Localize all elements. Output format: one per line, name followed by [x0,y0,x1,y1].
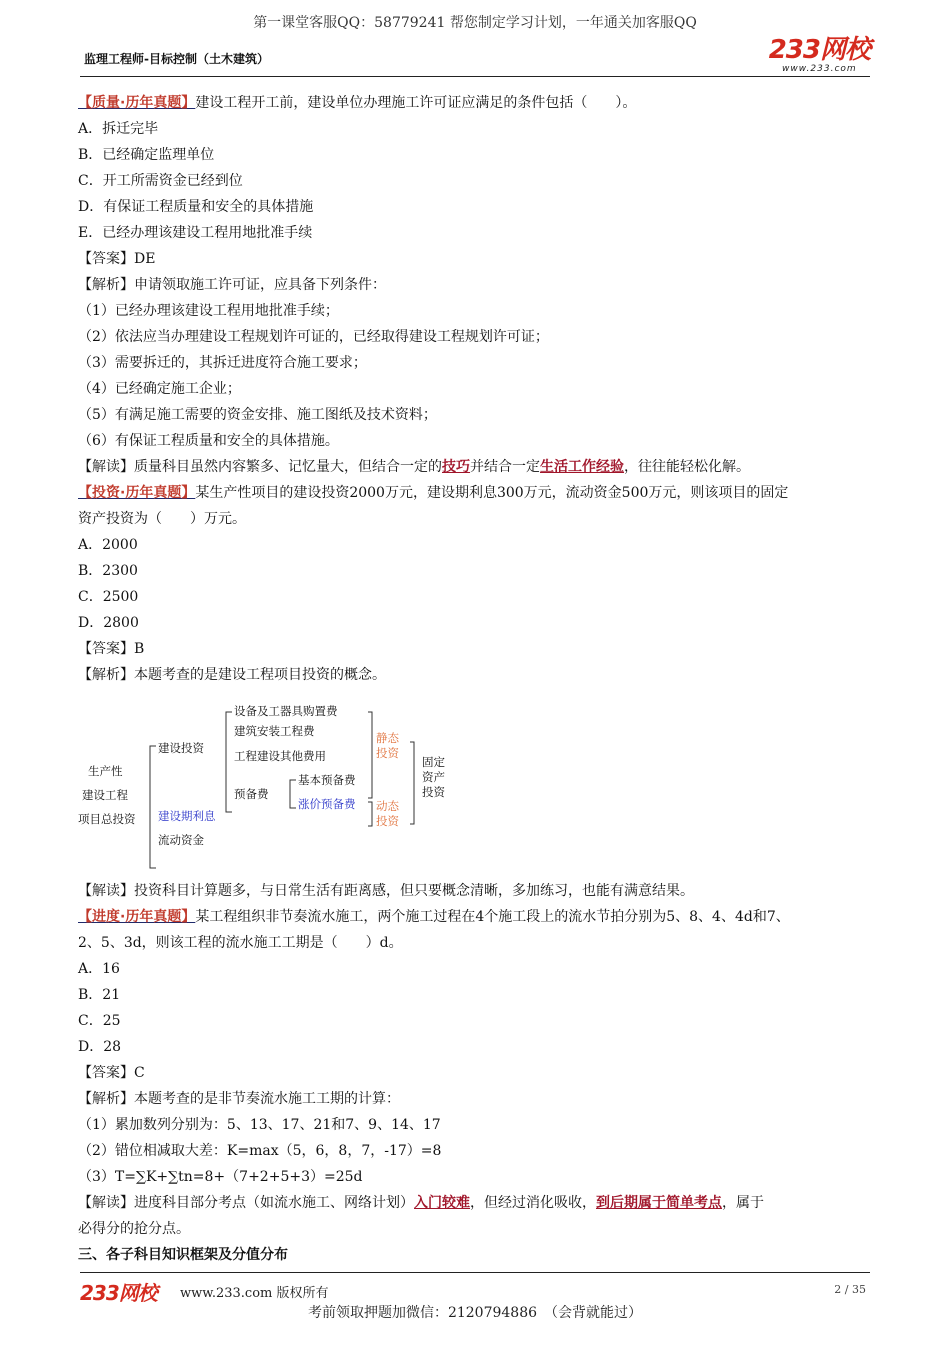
diagram-root-3: 项目总投资 [78,812,136,826]
bracket-dynamic [368,802,372,826]
document-body [78,90,873,1268]
q3-analysis-item: （2）错位相减取大差：K=max（5，6，8，7，-17）=8 [78,1143,442,1159]
diagram-building-install: 建筑安装工程费 [234,724,315,738]
q1-reading: 【解读】质量科目虽然内容繁多、记忆量大，但结合一定的技巧并结合一定生活工作经验，往往能轻松化解。 [78,459,750,475]
q3-analysis-item: （1）累加数列分别为：5、13、17、21和7、9、14、17 [78,1117,441,1133]
q3-stem-cont: 2、5、3d，则该工程的流水施工工期是（ ）d。 [78,935,403,951]
q3-reading-cont: 必得分的抢分点。 [78,1221,190,1237]
q1-analysis-item: （6）有保证工程质量和安全的具体措施。 [78,433,339,449]
diagram-equipment: 设备及工器具购置费 [234,704,338,718]
bracket-static [368,712,372,798]
q1-analysis-item: （1）已经办理该建设工程用地批准手续； [78,303,339,319]
bracket-fixed [410,742,414,824]
q2-answer: 【答案】B [78,641,145,657]
q1-option-b: B．已经确定监理单位 [78,147,215,163]
q3-answer: 【答案】C [78,1065,145,1081]
section-title: 三、各子科目知识框架及分值分布 [78,1247,288,1263]
page-number: 2 / 35 [834,1283,866,1296]
diagram-reserve: 预备费 [234,787,269,801]
q1-option-c: C．开工所需资金已经到位 [78,173,243,189]
diagram-dynamic-2: 投资 [376,814,399,828]
header-title: 监理工程师-目标控制（土木建筑） [84,52,269,66]
q3-analysis-item: （3）T=∑K+∑tn=8+（7+2+5+3）=25d [78,1169,363,1185]
diagram-fixed-2: 资产 [422,770,445,784]
q2-option-a: A．2000 [78,537,138,553]
q2-option-d: D．2800 [78,615,139,631]
q1-option-a: A．拆迁完毕 [78,121,159,137]
diagram-fixed-3: 投资 [422,785,445,799]
diagram-interest: 建设期利息 [158,809,216,823]
q1-option-d: D．有保证工程质量和安全的具体措施 [78,199,314,215]
diagram-fixed-1: 固定 [422,755,445,769]
logo-text: 233网校 [768,35,870,65]
q3-option-b: B．21 [78,987,121,1003]
bracket-total [150,746,156,868]
bracket-reserve [290,780,296,808]
q3-stem: 【进度·历年真题】某工程组织非节奏流水施工，两个施工过程在4个施工段上的流水节拍分别为5、8、4、4d和7、 [78,909,790,925]
q2-option-b: B．2300 [78,563,138,579]
top-notice: 第一课堂客服QQ：58779241 帮您制定学习计划，一年通关加客服QQ [253,15,697,31]
q1-analysis-item: （3）需要拆迁的，其拆迁进度符合施工要求； [78,355,367,371]
investment-structure-diagram [78,696,873,872]
q2-stem-cont: 资产投资为（ ）万元。 [78,511,246,527]
diagram-dynamic-1: 动态 [376,799,399,813]
diagram-price-reserve: 涨价预备费 [298,797,356,811]
footer-copyright: www.233.com 版权所有 [180,1286,329,1301]
bottom-notice: 考前领取押题加微信：2120794886 （会背就能过） [307,1305,643,1321]
diagram-root-1: 生产性 [88,764,123,778]
q3-option-a: A．16 [78,961,120,977]
page-footer [80,1272,870,1303]
diagram-basic-reserve: 基本预备费 [298,773,356,787]
q1-option-e: E．已经办理该建设工程用地批准手续 [78,225,313,241]
q2-option-c: C．2500 [78,589,139,605]
q2-tag: 【投资·历年真题】 [78,485,196,501]
q1-analysis-item: （2）依法应当办理建设工程规划许可证的，已经取得建设工程规划许可证； [78,329,549,345]
footer-logo: 233网校 [80,1281,157,1305]
page-header [80,35,870,77]
diagram-static-2: 投资 [376,746,399,760]
diagram-construction-investment: 建设投资 [158,741,204,755]
diagram-svg [78,696,478,872]
q3-tag: 【进度·历年真题】 [78,909,196,925]
q1-analysis-item: （5）有满足施工需要的资金安排、施工图纸及技术资料； [78,407,437,423]
diagram-working-capital: 流动资金 [158,833,204,847]
q1-analysis-item: （4）已经确定施工企业； [78,381,241,397]
diagram-root-2: 建设工程 [82,788,128,802]
logo-url: www.233.com [782,64,857,74]
q1-analysis: 【解析】申请领取施工许可证，应具备下列条件： [78,277,386,293]
diagram-static-1: 静态 [376,731,399,745]
q1-stem: 【质量·历年真题】建设工程开工前，建设单位办理施工许可证应满足的条件包括（ ）。 [78,95,637,111]
q2-analysis: 【解析】本题考查的是建设工程项目投资的概念。 [78,667,386,683]
q3-analysis: 【解析】本题考查的是非节奏流水施工工期的计算： [78,1091,400,1107]
q3-option-c: C．25 [78,1013,121,1029]
q3-option-d: D．28 [78,1039,122,1055]
q1-tag: 【质量·历年真题】 [78,95,196,111]
q1-answer: 【答案】DE [78,251,156,267]
q2-stem: 【投资·历年真题】某生产性项目的建设投资2000万元，建设期利息300万元，流动资金500万元，则该项目的固定 [78,485,789,501]
brand-logo [769,36,870,74]
q3-reading: 【解读】进度科目部分考点（如流水施工、网络计划）入门较难，但经过消化吸收，到后期属于简单考点，属于 [78,1195,764,1211]
bracket-construction [226,712,232,812]
q2-reading: 【解读】投资科目计算题多，与日常生活有距离感，但只要概念清晰，多加练习，也能有满意结果。 [78,883,694,899]
diagram-other-costs: 工程建设其他费用 [234,749,326,763]
